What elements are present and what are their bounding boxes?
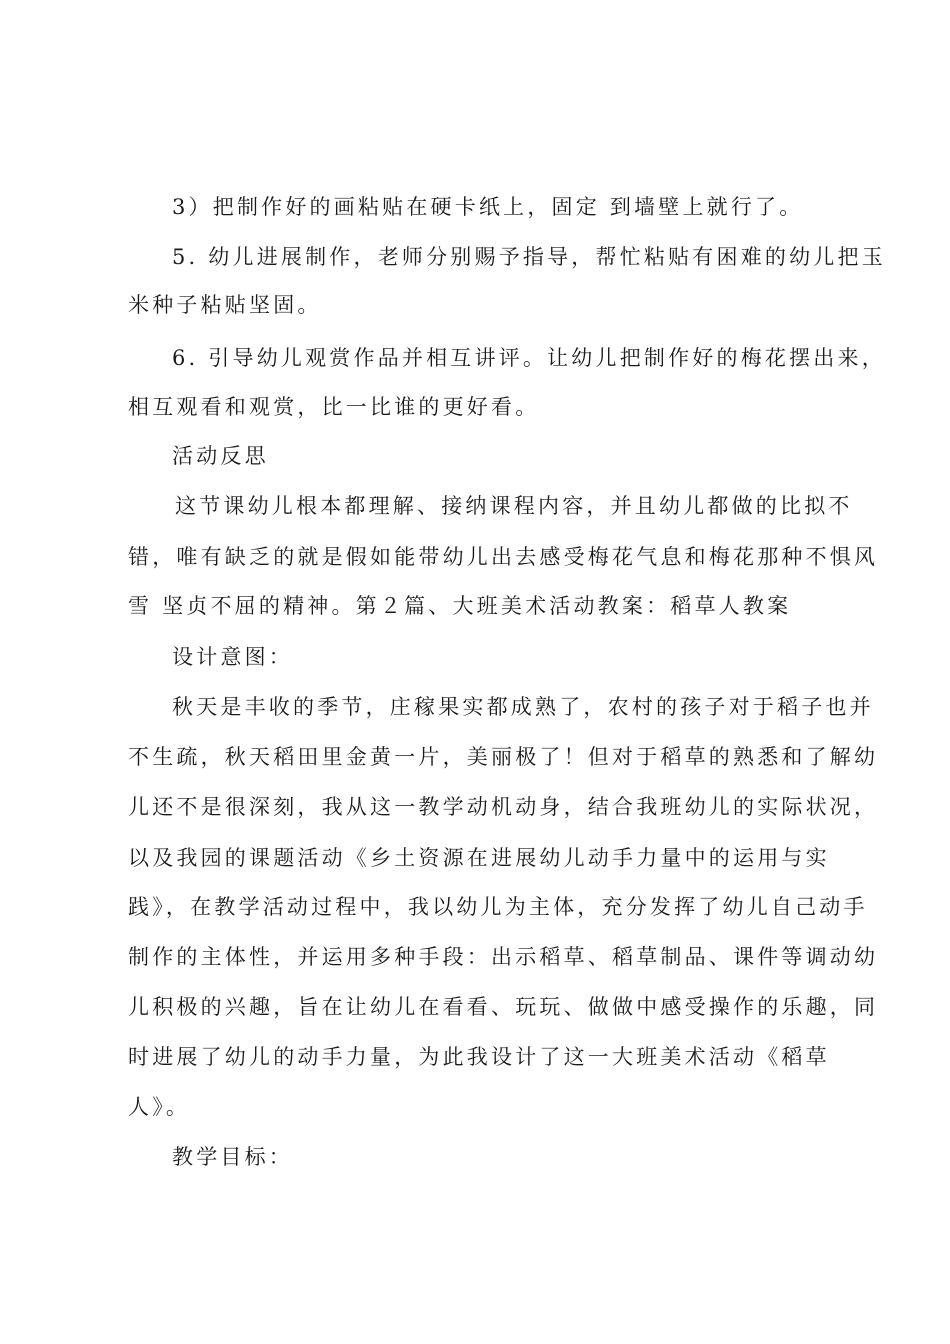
text-line: 秋天是丰收的季节，庄稼果实都成熟了，农村的孩子对于稻子也并 xyxy=(172,695,874,719)
text-line: 米种子粘贴坚固。 xyxy=(128,293,322,317)
text-line: 相互观看和观赏，比一比谁的更好看。 xyxy=(128,395,540,419)
text-line: 雪 坚贞不屈的精神。第２篇、大班美术活动教案：稻草人教案 xyxy=(128,594,792,618)
text-line: 5. 幼儿进展制作，老师分别赐予指导，帮忙粘贴有困难的幼儿把玉 xyxy=(172,245,886,269)
text-line: 儿还不是很深刻，我从这一教学动机动身，结合我班幼儿的实际状况， xyxy=(128,795,879,819)
text-line: 以及我园的课题活动《乡土资源在进展幼儿动手力量中的运用与实 xyxy=(128,846,830,870)
text-line: 不生疏，秋天稻田里金黄一片，美丽极了！但对于稻草的熟悉和了解幼 xyxy=(128,745,879,769)
section-heading: 活动反思 xyxy=(172,444,269,468)
section-heading: 教学目标： xyxy=(172,1145,293,1169)
text-line: 这节课幼儿根本都理解、接纳课程内容，并且幼儿都做的比拟不 xyxy=(175,494,853,518)
text-line: 儿积极的兴趣，旨在让幼儿在看看、玩玩、做做中感受操作的乐趣，同 xyxy=(128,995,879,1019)
text-line: 时进展了幼儿的动手力量，为此我设计了这一大班美术活动《稻草 xyxy=(128,1045,830,1069)
text-line: 6. 引导幼儿观赏作品并相互讲评。让幼儿把制作好的梅花摆出来， xyxy=(172,346,886,370)
text-line: 人》。 xyxy=(128,1095,191,1119)
text-line: 践》，在教学活动过程中，我以幼儿为主体，充分发挥了幼儿自己动手 xyxy=(128,895,868,919)
section-heading: 设计意图： xyxy=(172,645,293,669)
text-line: 错，唯有缺乏的就是假如能带幼儿出去感受梅花气息和梅花那种不惧风 xyxy=(128,545,879,569)
text-line: 制作的主体性，并运用多种手段：出示稻草、稻草制品、课件等调动幼 xyxy=(128,945,879,969)
text-line: 3）把制作好的画粘贴在硬卡纸上，固定 到墙壁上就行了。 xyxy=(172,195,804,219)
